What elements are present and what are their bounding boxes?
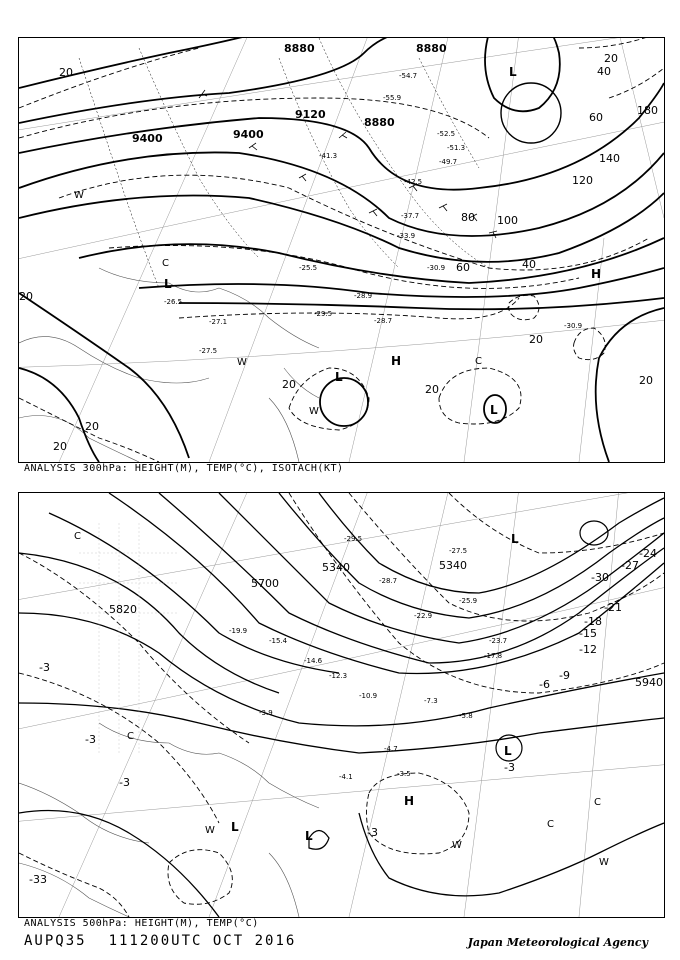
temp-label: -49.7 xyxy=(439,158,458,166)
temp-label: -42.5 xyxy=(404,178,423,186)
isotherm-label: -24 xyxy=(639,547,657,560)
agency-name: Japan Meteorological Agency xyxy=(467,936,648,949)
station-value: -22.9 xyxy=(414,612,433,620)
height-label: 5340 xyxy=(322,561,350,574)
high-center-symbol: H xyxy=(404,794,415,808)
temp-label: -25.5 xyxy=(299,264,318,272)
map-500hpa-canvas xyxy=(19,493,664,917)
cold-center-symbol: C xyxy=(127,731,134,742)
cold-center-symbol: C xyxy=(74,531,81,542)
isotherm-label: -15 xyxy=(579,627,597,640)
low-center-symbol: L xyxy=(511,532,519,546)
low-center-symbol: L xyxy=(335,370,343,384)
height-label: 5820 xyxy=(109,603,137,616)
temp-label: -27.1 xyxy=(209,318,228,326)
warm-center-symbol: W xyxy=(309,406,319,417)
low-center-symbol: L xyxy=(305,829,313,843)
isotach-label: 60 xyxy=(589,111,603,124)
cold-center-symbol: C xyxy=(162,258,169,269)
height-label: 5340 xyxy=(439,559,467,572)
temp-label: -30.9 xyxy=(427,264,446,272)
station-value: -14.6 xyxy=(304,657,323,665)
station-value: -17.8 xyxy=(484,652,503,660)
isotach-label: 80 xyxy=(461,211,475,224)
temp-label: -41.3 xyxy=(319,152,338,160)
temp-label: -55.9 xyxy=(383,94,402,102)
height-label: 8880 xyxy=(284,42,315,55)
station-value: -7.3 xyxy=(424,697,438,705)
station-value: -25.9 xyxy=(459,597,478,605)
low-center-symbol: L xyxy=(164,277,172,291)
warm-center-symbol: W xyxy=(599,857,609,868)
closed-low-contour xyxy=(501,83,561,143)
temp-label: -54.7 xyxy=(399,72,418,80)
height-label: 9400 xyxy=(233,128,264,141)
isotach-label: 20 xyxy=(19,290,33,303)
valid-time: 111200UTC OCT 2016 xyxy=(108,933,297,949)
low-center-symbol: L xyxy=(509,65,517,79)
high-center-symbol: H xyxy=(591,267,602,281)
chart-identifier xyxy=(24,933,318,949)
low-center-symbol: L xyxy=(231,820,239,834)
station-value: -29.5 xyxy=(344,535,363,543)
isotherms xyxy=(19,493,664,917)
isotherm-label: -3 xyxy=(504,761,515,774)
isotherm-label: -33 xyxy=(29,873,47,886)
station-value: -12.3 xyxy=(329,672,348,680)
isotherm-label: -3 xyxy=(39,661,50,674)
temp-label: -28.9 xyxy=(354,292,373,300)
isotherm-label: -27 xyxy=(621,559,639,572)
closed-low-contour xyxy=(320,378,368,426)
station-value: -10.9 xyxy=(359,692,378,700)
isotherm-label: -3 xyxy=(85,733,96,746)
station-value: -15.4 xyxy=(269,637,288,645)
isotherm-label: -12 xyxy=(579,643,597,656)
cold-center-symbol: C xyxy=(547,819,554,830)
isotach-label: 100 xyxy=(497,214,518,227)
isotherm-label: -9 xyxy=(559,669,570,682)
temp-label: -26.5 xyxy=(164,298,183,306)
panel-caption-500hpa: ANALYSIS 500hPa: HEIGHT(M), TEMP(°C) xyxy=(24,918,259,929)
temp-label: -28.7 xyxy=(374,317,393,325)
isotach-label: 20 xyxy=(604,52,618,65)
station-value: -3.9 xyxy=(259,709,273,717)
isotach-label: 180 xyxy=(637,104,658,117)
station-value: -19.9 xyxy=(229,627,248,635)
coastline xyxy=(19,723,319,917)
station-value: -3.5 xyxy=(397,770,411,778)
chart-code: AUPQ35 xyxy=(24,933,87,949)
cold-center-symbol: C xyxy=(594,797,601,808)
isotach-label: 20 xyxy=(59,66,73,79)
temp-label: -27.5 xyxy=(199,347,218,355)
warm-center-symbol: W xyxy=(452,840,462,851)
temp-label: -52.5 xyxy=(437,130,456,138)
height-label: 5940 xyxy=(635,676,663,689)
isotherm-label: -21 xyxy=(604,601,622,614)
temp-label: -33.9 xyxy=(397,232,416,240)
graticule xyxy=(19,493,664,917)
map-panel-500hpa xyxy=(18,492,665,918)
isotherm-label: -18 xyxy=(584,615,602,628)
isotach-label: 60 xyxy=(456,261,470,274)
isotherm-label: -3 xyxy=(367,826,378,839)
warm-center-symbol: W xyxy=(205,825,215,836)
station-value: -27.5 xyxy=(449,547,468,555)
isotherm-label: -3 xyxy=(119,776,130,789)
isotach-label: 140 xyxy=(599,152,620,165)
isotach-label: 20 xyxy=(639,374,653,387)
isotach-label: 120 xyxy=(572,174,593,187)
warm-center-symbol: W xyxy=(237,357,247,368)
isotach-label: 40 xyxy=(597,65,611,78)
height-contours xyxy=(19,38,664,462)
isotach-label: 20 xyxy=(85,420,99,433)
height-label: 9120 xyxy=(295,108,326,121)
temp-label: -51.3 xyxy=(447,144,466,152)
station-value: -28.7 xyxy=(379,577,398,585)
temp-label: -37.7 xyxy=(401,212,420,220)
isotherm-label: -6 xyxy=(539,678,550,691)
isotach-label: 20 xyxy=(529,333,543,346)
station-value: -5.8 xyxy=(459,712,473,720)
map-panel-300hpa xyxy=(18,37,665,463)
low-center-symbol: L xyxy=(490,403,498,417)
map-300hpa-canvas xyxy=(19,38,664,462)
low-center-symbol: L xyxy=(504,744,512,758)
height-label: 5700 xyxy=(251,577,279,590)
height-label: 8880 xyxy=(416,42,447,55)
isotach-label: 20 xyxy=(425,383,439,396)
cold-center-symbol: C xyxy=(475,356,482,367)
station-value: -4.7 xyxy=(384,745,398,753)
station-value: -23.7 xyxy=(489,637,508,645)
temp-label: -29.5 xyxy=(314,310,333,318)
high-center-symbol: H xyxy=(391,354,402,368)
height-contours xyxy=(19,493,664,917)
height-label: 8880 xyxy=(364,116,395,129)
isotach-label: 20 xyxy=(282,378,296,391)
temp-label: -30.9 xyxy=(564,322,583,330)
isotherm-label: -30 xyxy=(591,571,609,584)
warm-center-symbol: W xyxy=(74,190,84,201)
isotach-label: 20 xyxy=(53,440,67,453)
isotach-label: 40 xyxy=(522,258,536,271)
height-label: 9400 xyxy=(132,132,163,145)
station-value: -4.1 xyxy=(339,773,353,781)
panel-caption-300hpa: ANALYSIS 300hPa: HEIGHT(M), TEMP(°C), ISOTACH(KT) xyxy=(24,463,344,474)
